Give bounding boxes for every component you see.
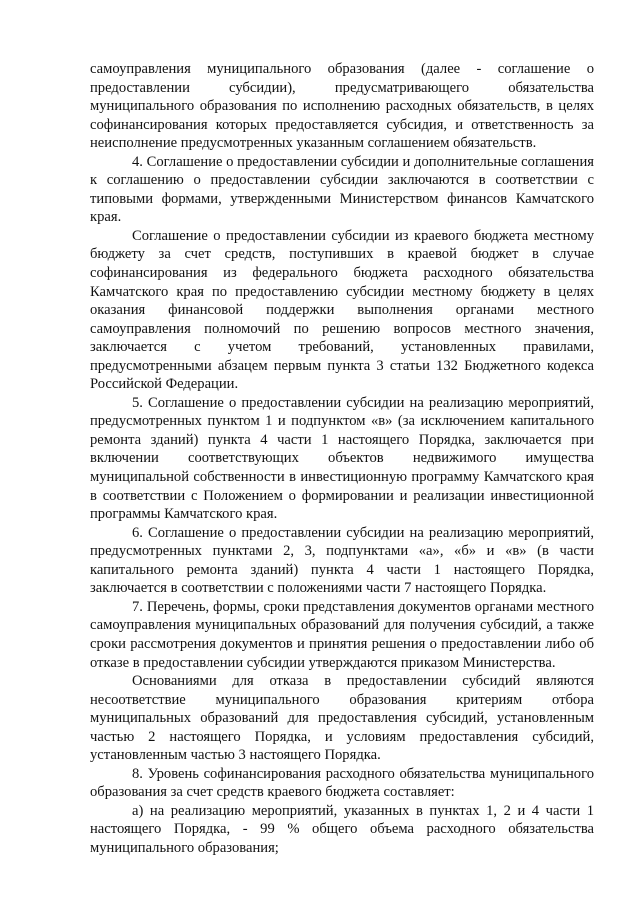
paragraph-item-5: 5. Соглашение о предоставлении субсидии на реализацию мероприятий, предусмотренных пунктом 1 и подпунктом «в» (за исключением капитального ремонта зданий) пункта 4 части 1 настоящего Порядка, заключается при включении соответствующих объектов недвижимого имущества муниципальной собственности в инвестиционную программу Камчатского края в соответствии с Положением о формировании и реализации инвестиционной программы Камчатского края. [90,394,594,523]
paragraph-item-7: 7. Перечень, формы, сроки представления документов органами местного самоуправления муниципальных образований для получения субсидий, а также сроки рассмотрения документов и принятия решения о предоставлении либо об отказе в предоставлении субсидии утверждаются приказом Министерства. [90,598,594,671]
paragraph-item-6: 6. Соглашение о предоставлении субсидии на реализацию мероприятий, предусмотренных пунктами 2, 3, подпунктами «а», «б» и «в» (в части капитального ремонта зданий) пункта 4 части 1 настоящего Порядка, заключается в соответствии с положениями части 7 настоящего Порядка. [90,524,594,597]
paragraph-continuation: самоуправления муниципального образования (далее - соглашение о предоставлении субсидии), предусматривающего обязательства муниципального образования по исполнению расходных обязательств, в целях софинансирования которых предоставляется субсидия, и ответственность за неисполнение предусмотренных указанным соглашением обязательств. [90,61,594,152]
paragraph-item-8: 8. Уровень софинансирования расходного обязательства муниципального образования за счет средств краевого бюджета составляет: [90,765,594,801]
paragraph-item-4: 4. Соглашение о предоставлении субсидии и дополнительные соглашения к соглашению о предоставлении субсидии заключаются в соответствии с типовыми формами, утвержденными Министерством финансов Камчатского края. [90,153,594,226]
document-page [90,60,594,858]
paragraph-item-8a: а) на реализацию мероприятий, указанных в пунктах 1, 2 и 4 части 1 настоящего Порядка, - 99 % общего объема расходного обязательства муниципального образования; [90,802,594,856]
paragraph-federal-cofinancing: Соглашение о предоставлении субсидии из краевого бюджета местному бюджету за счет средств, поступивших в краевой бюджет в случае софинансирования из федерального бюджета расходного обязательства Камчатского края по предоставлению субсидии местному бюджету в целях оказания финансовой поддержки выполнения органами местного самоуправления полномочий по решению вопросов местного значения, заключается с учетом требований, установленных правилами, предусмотренными абзацем первым пункта 3 статьи 132 Бюджетного кодекса Российской Федерации. [90,227,594,393]
paragraph-refusal-grounds: Основаниями для отказа в предоставлении субсидий являются несоответствие муниципального образования критериям отбора муниципальных образований для предоставления субсидий, установленным частью 2 настоящего Порядка, и условиям предоставления субсидий, установленным частью 3 настоящего Порядка. [90,673,594,764]
